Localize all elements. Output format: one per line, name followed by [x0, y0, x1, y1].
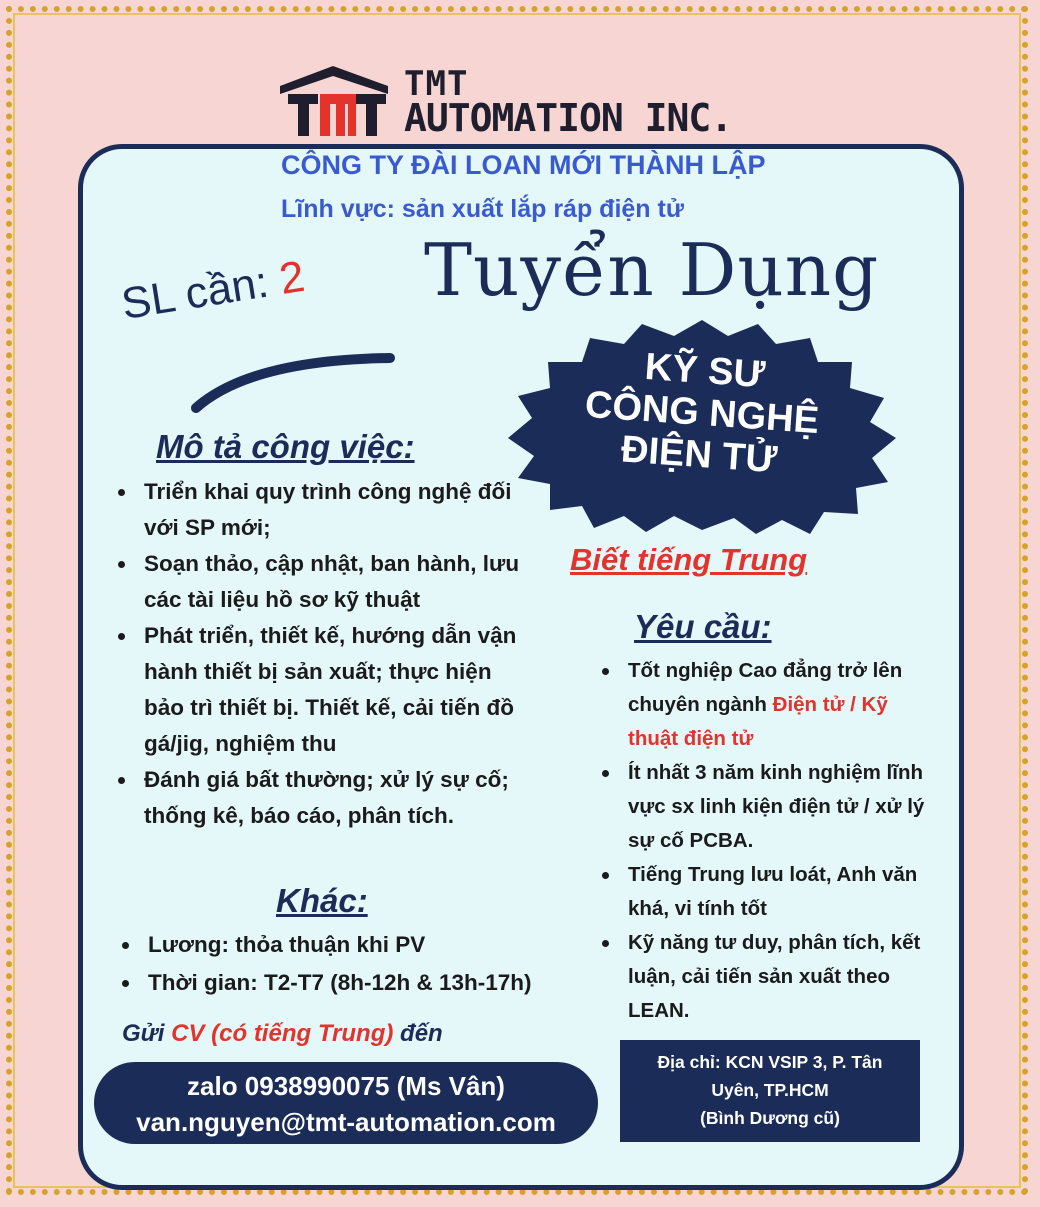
description-heading: Mô tả công việc: — [156, 428, 415, 465]
logo-text-tmt: TMT — [404, 64, 469, 104]
apply-suffix: đến — [393, 1020, 443, 1047]
apply-prefix: Gửi — [122, 1020, 172, 1047]
apply-cv-highlight: CV (có tiếng Trung) — [171, 1020, 394, 1047]
other-heading: Khác: — [276, 882, 368, 919]
requirement-text: Tốt nghiệp Cao đẳng trở lên chuyên ngành — [628, 659, 903, 716]
other-item: Thời gian: T2-T7 (8h-12h & 13h-17h) — [116, 964, 606, 1002]
other-list — [116, 926, 606, 1002]
position-line-2: CÔNG NGHỆ — [583, 383, 821, 443]
address-box — [620, 1040, 920, 1142]
company-name: CÔNG TY ĐÀI LOAN MỚI THÀNH LẬP — [281, 150, 766, 180]
description-item: Phát triển, thiết kế, hướng dẫn vận hành thiết bị sản xuất; thực hiện bảo trì thiết bị. Thiết kế, cải tiến đồ gá/jig, nghiệm thu — [112, 618, 532, 762]
requirement-item — [596, 654, 926, 756]
zalo-contact[interactable]: zalo 0938990075 (Ms Vân) — [187, 1071, 505, 1101]
headline: Tuyển Dụng — [424, 228, 880, 312]
logo-text-automation: AUTOMATION INC. — [404, 96, 733, 140]
description-item: Triển khai quy trình công nghệ đối với SP mới; — [112, 474, 532, 546]
address-line-1: Địa chỉ: KCN VSIP 3, P. Tân — [657, 1052, 883, 1072]
quantity-value: 2 — [276, 251, 308, 305]
requirements-list — [596, 654, 926, 1028]
position-line-3: ĐIỆN TỬ — [619, 428, 779, 482]
requirement-item: Ít nhất 3 năm kinh nghiệm lĩnh vực sx linh kiện điện tử / xử lý sự cố PCBA. — [596, 756, 926, 858]
apply-instruction — [122, 1020, 443, 1048]
description-list — [112, 474, 532, 834]
description-item: Đánh giá bất thường; xử lý sự cố; thống kê, báo cáo, phân tích. — [112, 762, 532, 834]
position-line-1: KỸ SƯ — [643, 345, 767, 397]
requirement-item: Kỹ năng tư duy, phân tích, kết luận, cải tiến sản xuất theo LEAN. — [596, 926, 926, 1028]
company-field: Lĩnh vực: sản xuất lắp ráp điện tử — [281, 195, 684, 223]
address-line-3: (Bình Dương cũ) — [700, 1108, 840, 1128]
contact-box — [94, 1062, 598, 1144]
email-contact[interactable]: van.nguyen@tmt-automation.com — [136, 1107, 556, 1137]
quantity-label: SL cần: — [118, 257, 272, 330]
address-line-2: Uyên, TP.HCM — [711, 1080, 829, 1100]
requirement-major-highlight: Điện tử / Kỹ thuật điện tử — [628, 693, 888, 750]
swoosh-decoration — [190, 340, 400, 420]
description-item: Soạn thảo, cập nhật, ban hành, lưu các tài liệu hồ sơ kỹ thuật — [112, 546, 532, 618]
language-requirement: Biết tiếng Trung — [570, 542, 808, 577]
other-item: Lương: thỏa thuận khi PV — [116, 926, 606, 964]
requirement-item: Tiếng Trung lưu loát, Anh văn khá, vi tính tốt — [596, 858, 926, 926]
requirements-heading: Yêu cầu: — [634, 608, 772, 645]
